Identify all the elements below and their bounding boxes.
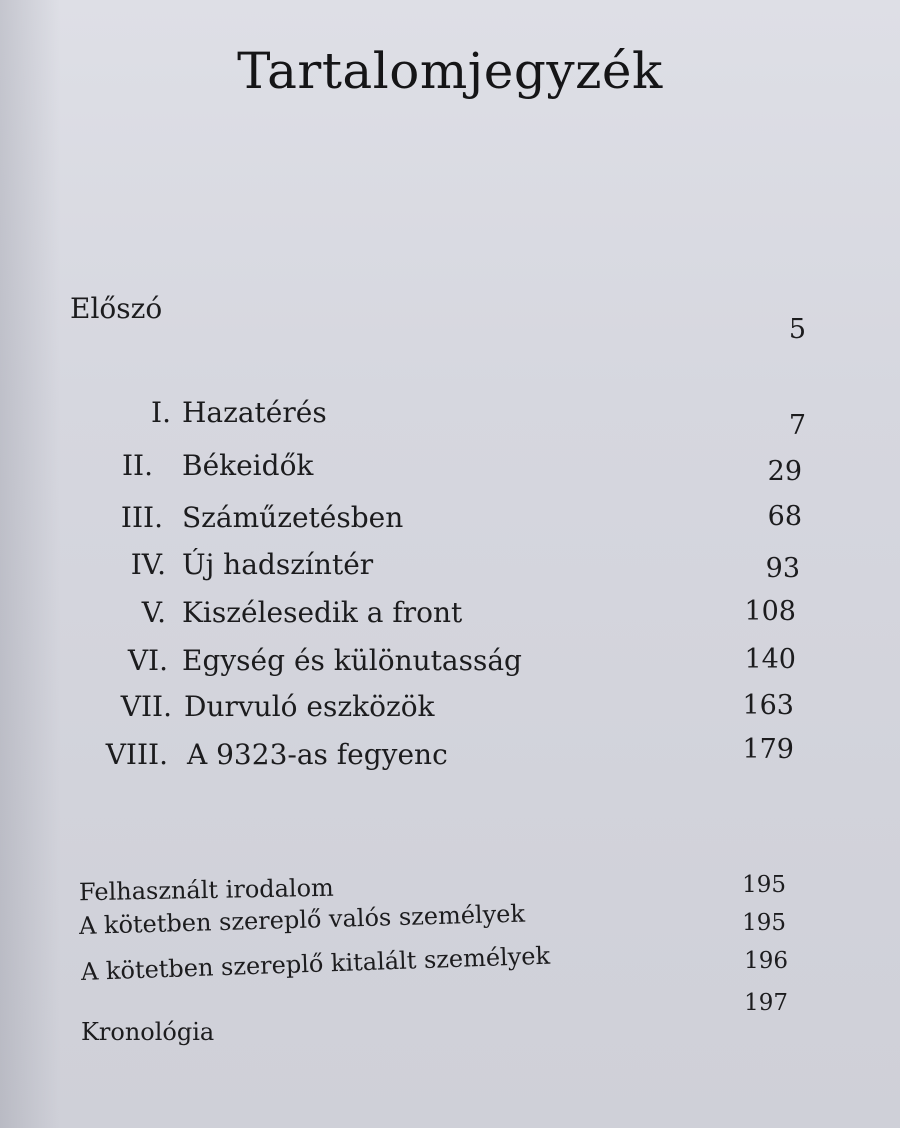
chapter-numeral: VI. bbox=[127, 644, 168, 677]
back-matter-page: 197 bbox=[744, 990, 788, 1016]
chapter-numeral: V. bbox=[141, 596, 166, 629]
back-matter-title: Kronológia bbox=[81, 1018, 215, 1046]
foreword-page: 5 bbox=[788, 314, 806, 345]
back-matter-page: 195 bbox=[742, 872, 786, 898]
chapter-page: 7 bbox=[788, 410, 806, 441]
chapter-page: 29 bbox=[767, 456, 802, 487]
chapter-numeral: VII. bbox=[120, 690, 172, 723]
chapter-page: 68 bbox=[767, 501, 802, 532]
chapter-title: Száműzetésben bbox=[182, 501, 404, 534]
page-title: Tartalomjegyzék bbox=[237, 42, 663, 100]
chapter-numeral: IV. bbox=[130, 548, 166, 581]
chapter-page: 179 bbox=[742, 734, 794, 765]
back-matter-title: Felhasznált irodalom bbox=[78, 873, 335, 907]
back-matter-page: 196 bbox=[744, 948, 788, 974]
chapter-title: Hazatérés bbox=[182, 396, 327, 429]
chapter-title: Új hadszíntér bbox=[182, 548, 374, 581]
chapter-page: 163 bbox=[742, 690, 794, 721]
back-matter-title: A kötetben szereplő valós személyek bbox=[78, 899, 526, 940]
back-matter-page: 195 bbox=[742, 910, 786, 936]
chapter-title: A 9323-as fegyenc bbox=[187, 738, 448, 771]
foreword-label: Előszó bbox=[70, 292, 163, 325]
chapter-page: 93 bbox=[765, 553, 800, 584]
chapter-numeral: II. bbox=[121, 449, 153, 482]
chapter-numeral: I. bbox=[151, 396, 171, 429]
back-matter-title: A kötetben szereplő kitalált személyek bbox=[80, 941, 551, 986]
chapter-numeral: VIII. bbox=[105, 738, 168, 771]
chapter-page: 108 bbox=[744, 596, 796, 627]
chapter-page: 140 bbox=[744, 644, 796, 675]
chapter-title: Egység és különutasság bbox=[182, 644, 522, 677]
chapter-numeral: III. bbox=[120, 501, 163, 534]
chapter-title: Kiszélesedik a front bbox=[182, 596, 463, 629]
chapter-title: Durvuló eszközök bbox=[184, 690, 435, 723]
chapter-title: Békeidők bbox=[182, 449, 314, 482]
